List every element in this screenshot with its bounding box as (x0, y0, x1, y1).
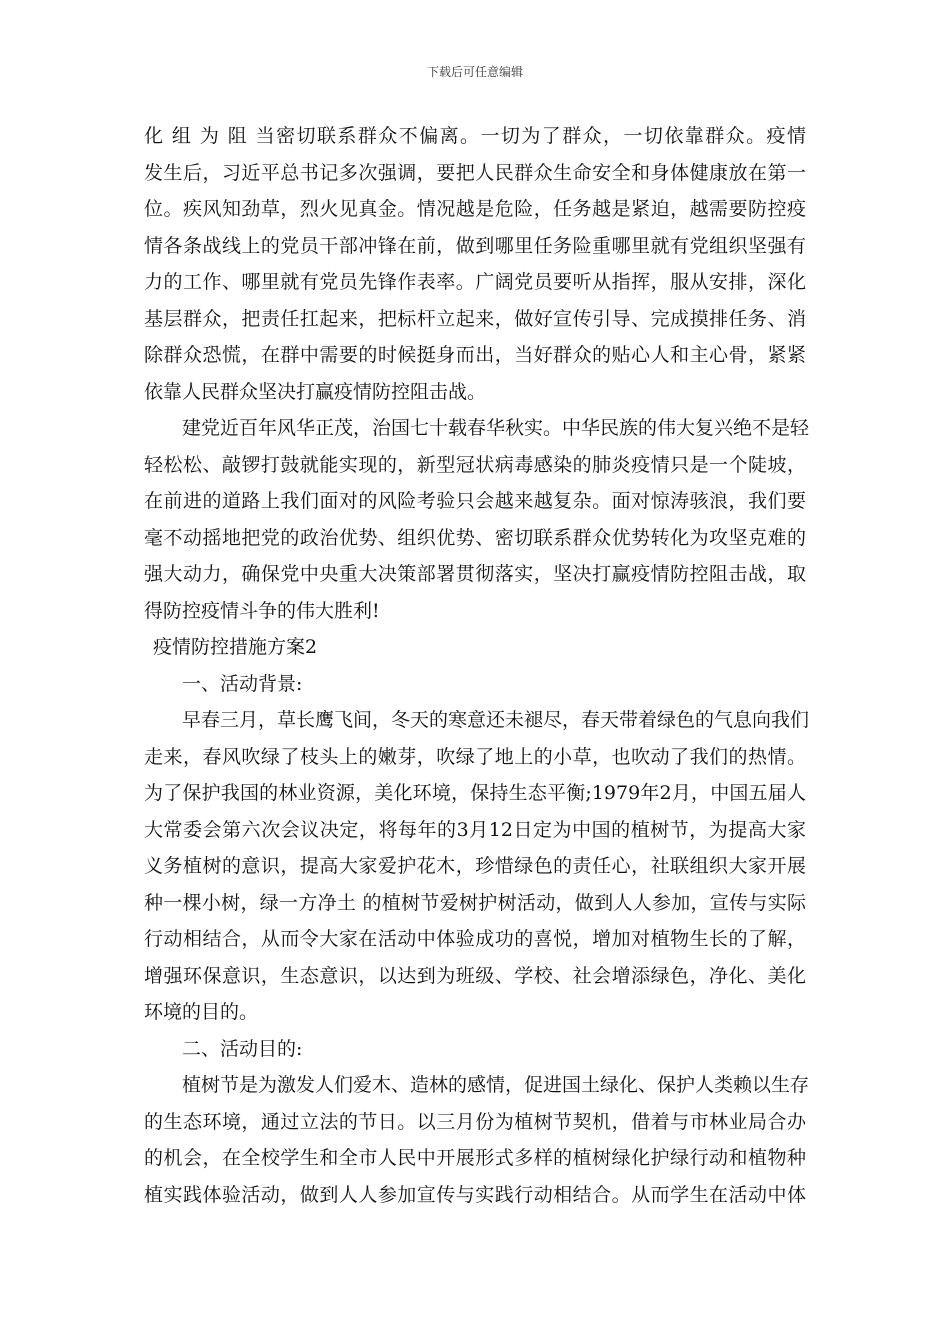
text-line: 的生态环境，通过立法的节日。以三月份为植树节契机，借着与市林业局合办 (144, 1110, 806, 1133)
text-line: 在前进的道路上我们面对的风险考验只会越来越复杂。面对惊涛骇浪，我们要 (144, 490, 806, 512)
section-purpose (144, 1031, 810, 1214)
text-line: 增强环保意识，生态意识，以达到为班级、学校、社会增添绿色，净化、美化 (144, 964, 806, 987)
text-line: 位。疾风知劲草，烈火见真金。情况越是危险，任务越是紧迫，越需要防控疫 (144, 198, 806, 220)
text-line: 行动相结合，从而令大家在活动中体验成功的喜悦，增加对植物生长的了解， (144, 928, 806, 950)
text-line: 发生后，习近平总书记多次强调，要把人民群众生命安全和身体健康放在第一 (144, 161, 806, 184)
text-line: 轻松松、敲锣打鼓就能实现的，新型冠状病毒感染的肺炎疫情只是一个陡坡， (144, 453, 806, 476)
text-line: 环境的目的。 (144, 1001, 259, 1023)
text-line: 依靠人民群众坚决打赢疫情防控阻击战。 (144, 380, 487, 403)
text-line: 除群众恐慌，在群中需要的时候挺身而出，当好群众的贴心人和主心骨，紧紧 (144, 344, 806, 366)
text-line: 强大动力，确保党中央重大决策部署贯彻落实，坚决打赢疫情防控阻击战，取 (144, 563, 806, 585)
section-title: 疫情防控措施方案2 (153, 636, 318, 658)
text-line: 建党近百年风华正茂，治国七十载春华秋实。中华民族的伟大复兴绝不是轻 (182, 417, 810, 439)
text-line: 大常委会第六次会议决定，将每年的3月12日定为中国的植树节，为提高大家 (144, 818, 806, 841)
text-line: 毫不动摇地把党的政治优势、组织优势、密切联系群众优势转化为攻坚克难的 (144, 526, 806, 549)
text-line: 走来，春风吹绿了枝头上的嫩芽，吹绿了地上的小草，也吹动了我们的热情。 (144, 745, 806, 768)
text-line: 植实践体验活动，做到人人参加宣传与实践行动相结合。从而学生在活动中体 (144, 1183, 806, 1206)
text-line: 为了保护我国的林业资源，美化环境，保持生态平衡;1979年2月，中国五届人 (144, 782, 806, 804)
text-line: 植树节是为激发人们爱木、造林的感情，促进国土绿化、保护人类赖以生存 (182, 1074, 810, 1096)
paragraph-1 (144, 118, 806, 410)
text-line: 情各条战线上的党员干部冲锋在前，做到哪里任务险重哪里就有党组织坚强有 (144, 234, 806, 257)
text-line: 早春三月，草长鹰飞间，冬天的寒意还未褪尽，春天带着绿色的气息向我们 (182, 709, 810, 731)
text-line: 义务植树的意识，提高大家爱护花木，珍惜绿色的责任心，社联组织大家开展 (144, 855, 806, 877)
text-line: 基层群众，把责任扛起来，把标杆立起来，做好宣传引导、完成摸排任务、消 (144, 307, 806, 330)
text-line: 得防控疫情斗争的伟大胜利! (144, 599, 380, 622)
text-line: 力的工作、哪里就有党员先锋作表率。广阔党员要听从指挥，服从安排，深化 (144, 271, 806, 293)
section-heading: 二、活动目的: (182, 1037, 303, 1060)
section-heading: 一、活动背景: (182, 672, 303, 695)
text-line: 化 组 为 阻 当密切联系群众不偏离。一切为了群众，一切依靠群众。疫情 (144, 125, 806, 147)
page-header-note: 下载后可任意编辑 (426, 65, 523, 79)
document-body (144, 118, 810, 1213)
section-background (144, 666, 810, 1031)
paragraph-2 (144, 410, 810, 629)
text-line: 种一棵小树，绿一方净土 的植树节爱树护树活动，做到人人参加，宣传与实际 (144, 891, 806, 914)
text-line: 的机会，在全校学生和全市人民中开展形式多样的植树绿化护绿行动和植物种 (144, 1147, 806, 1169)
